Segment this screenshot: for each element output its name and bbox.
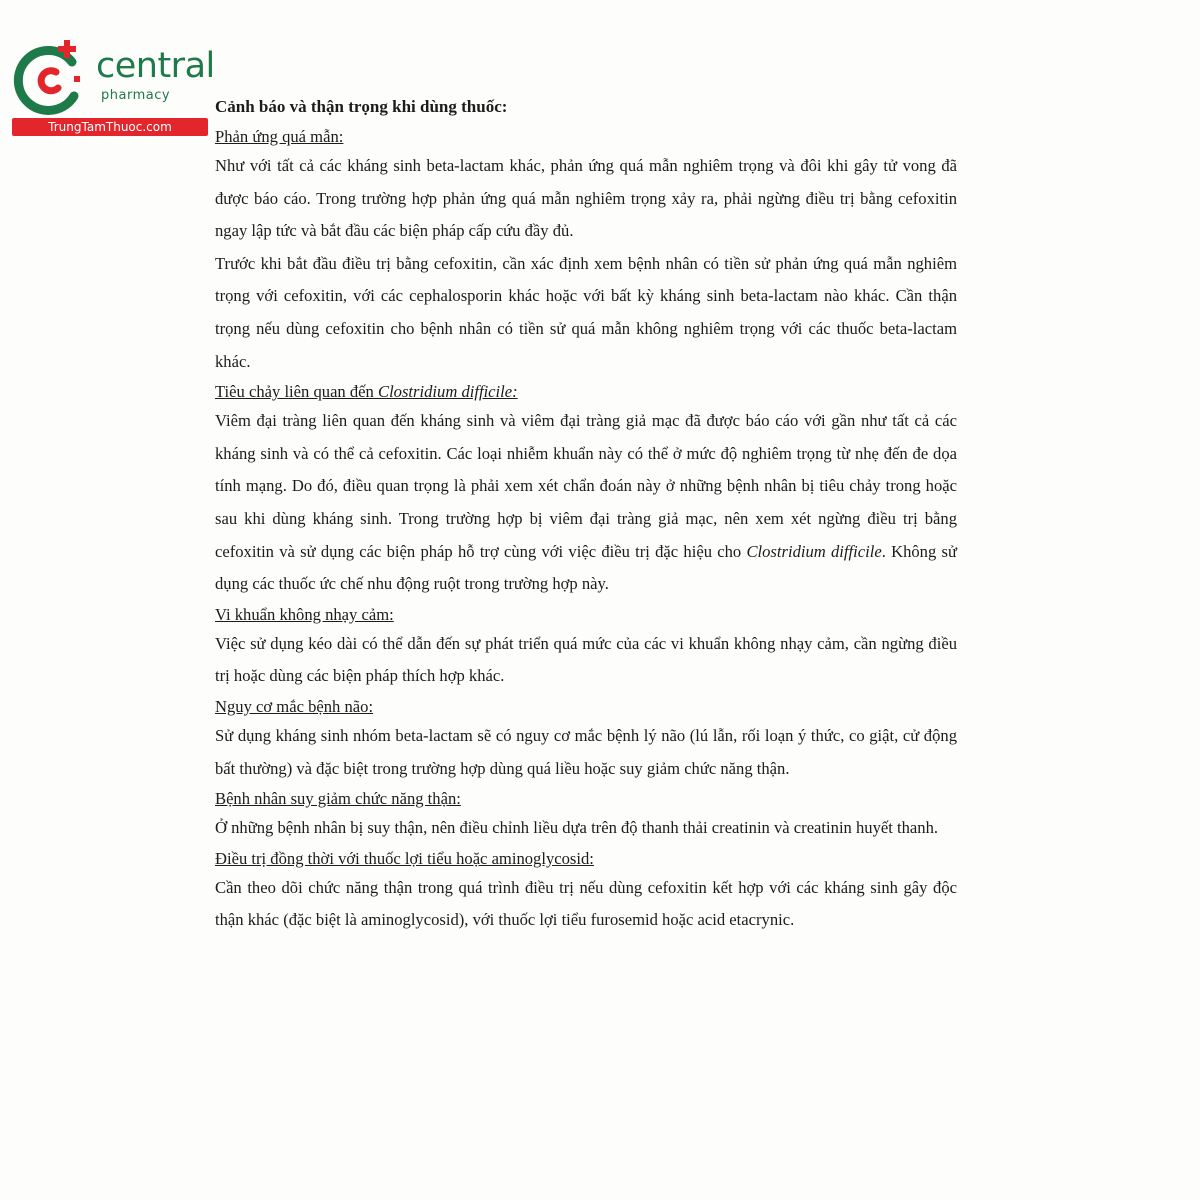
paragraph-non-susceptible: Việc sử dụng kéo dài có thể dẫn đến sự phát triển quá mức của các vi khuẩn không nhạy cảm, cần ngừng điều trị hoặc dùng các biện pháp thích hợp khác. xyxy=(215,633,957,686)
paragraph-clostridium xyxy=(215,405,957,601)
central-pharmacy-logo[interactable] xyxy=(10,38,215,138)
paragraph-renal: Ở những bệnh nhân bị suy thận, nên điều chỉnh liều dựa trên độ thanh thải creatinin và creatinin huyết thanh. xyxy=(215,818,939,838)
paragraph-hypersensitivity-2: Trước khi bắt đầu điều trị bằng cefoxitin, cần xác định xem bệnh nhân có tiền sử phản ứng quá mẫn nghiêm trọng với cefoxitin, với các cephalosporin khác hoặc với bất kỳ kháng sinh beta-lactam nào khác. Cần thận trọng nếu dùng cefoxitin cho bệnh nhân có tiền sử quá mẫn không nghiêm trọng với các thuốc beta-lactam khác. xyxy=(215,253,957,371)
section-heading-encephalopathy: Nguy cơ mắc bệnh não: xyxy=(215,696,374,716)
organism-name: Clostridium difficile xyxy=(746,541,882,561)
paragraph-text: Viêm đại tràng liên quan đến kháng sinh và viêm đại tràng giả mạc đã được báo cáo với gần như tất cả các kháng sinh và có thể cả cefoxitin. Các loại nhiễm khuẩn này có thể ở mức độ nghiêm trọng từ nhẹ đến đe dọa tính mạng. Do đó, điều quan trọng là phải xem xét chẩn đoán này ở những bệnh nhân bị tiêu chảy trong hoặc sau khi dùng kháng sinh. Trong trường hợp bị viêm đại tràng giả mạc, nên xem xét ngừng điều trị bằng cefoxitin và sử dụng các biện pháp hỗ trợ cùng với việc điều trị đặc hiệu cho xyxy=(215,411,957,561)
heading-organism-name: Clostridium difficile: xyxy=(378,382,518,402)
section-heading-hypersensitivity: Phản ứng quá mẫn: xyxy=(215,127,344,146)
section-heading-concomitant: Điều trị đồng thời với thuốc lợi tiểu hoặc aminoglycosid: xyxy=(215,848,594,868)
paragraph-hypersensitivity-1: Như với tất cả các kháng sinh beta-lactam khác, phản ứng quá mẫn nghiêm trọng và đôi khi gây tử vong đã được báo cáo. Trong trường hợp phản ứng quá mẫn nghiêm trọng xảy ra, phải ngừng điều trị bằng cefoxitin ngay lập tức và bắt đầu các biện pháp cấp cứu đầy đủ. xyxy=(215,156,957,241)
paragraph-text: . Không sử dụng các thuốc ức chế nhu động ruột trong trường hợp này. xyxy=(215,541,957,594)
heading-text: Tiêu chảy liên quan đến xyxy=(215,382,378,402)
section-heading-non-susceptible: Vi khuẩn không nhạy cảm: xyxy=(215,604,394,624)
logo-brand-name: central xyxy=(96,46,215,86)
section-heading-renal: Bệnh nhân suy giảm chức năng thận: xyxy=(215,789,461,809)
paragraph-concomitant: Cần theo dõi chức năng thận trong quá trình điều trị nếu dùng cefoxitin kết hợp với các kháng sinh gây độc thận khác (đặc biệt là aminoglycosid), với thuốc lợi tiểu furosemid hoặc acid etacrynic. xyxy=(215,877,957,930)
logo-url-banner: TrungTamThuoc.com xyxy=(12,118,208,136)
document-title: Cảnh báo và thận trọng khi dùng thuốc: xyxy=(215,97,508,116)
section-heading-clostridium xyxy=(215,378,957,405)
central-logo-icon xyxy=(10,38,90,118)
logo-subtitle: pharmacy xyxy=(101,88,171,103)
paragraph-encephalopathy: Sử dụng kháng sinh nhóm beta-lactam sẽ có nguy cơ mắc bệnh lý não (lú lẫn, rối loạn ý thức, co giật, cử động bất thường) và đặc biệt trong trường hợp dùng quá liều hoặc suy giảm chức năng thận. xyxy=(215,725,957,778)
document-body xyxy=(215,94,957,937)
